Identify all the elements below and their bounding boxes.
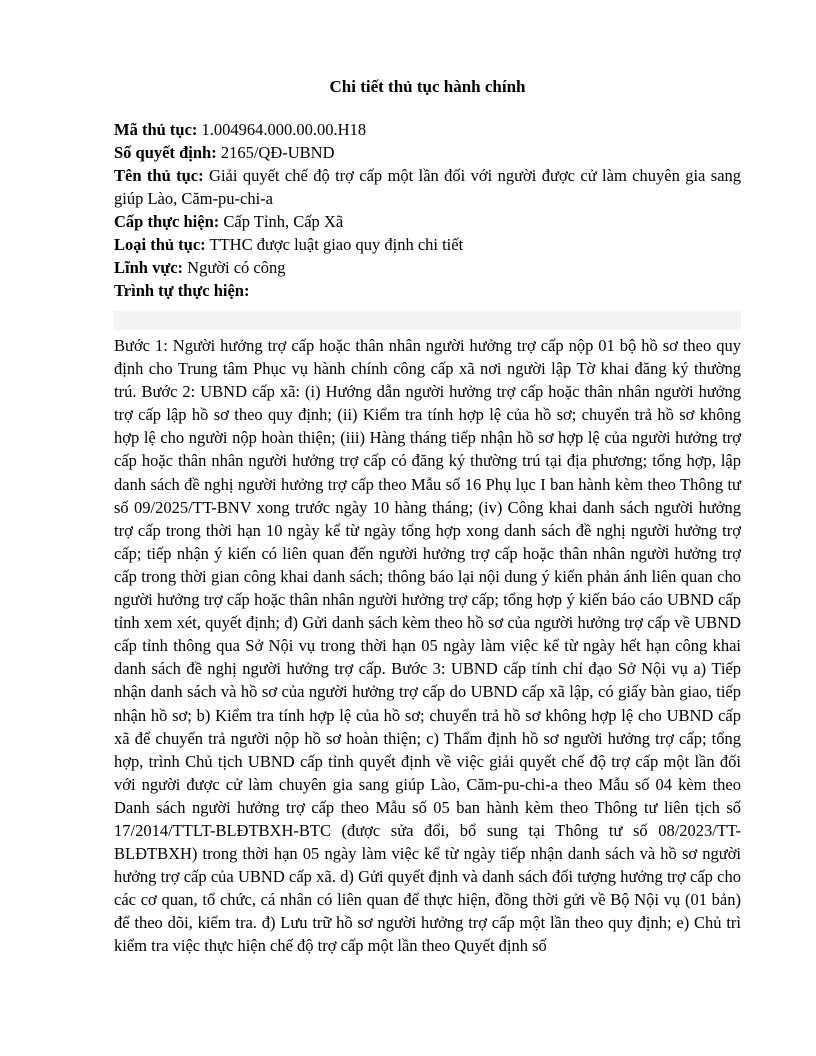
field-decision-number [114, 141, 741, 164]
field-procedure-name [114, 164, 741, 210]
field-value: Cấp Tỉnh, Cấp Xã [223, 212, 344, 231]
field-label: Loại thủ tục: [114, 235, 206, 254]
field-label: Trình tự thực hiện: [114, 281, 250, 300]
field-procedure-steps [114, 279, 741, 302]
field-value: 1.004964.000.00.00.H18 [201, 120, 367, 139]
field-value: 2165/QĐ-UBND [220, 143, 335, 162]
field-label: Lĩnh vực: [114, 258, 184, 277]
field-value: TTHC được luật giao quy định chi tiết [209, 235, 464, 254]
document-title: Chi tiết thủ tục hành chính [329, 77, 526, 96]
document-page [114, 74, 741, 958]
field-label: Tên thủ tục: [114, 166, 204, 185]
field-value: Người có công [187, 258, 286, 277]
shaded-divider [114, 311, 741, 330]
procedure-steps-text: Bước 1: Người hưởng trợ cấp hoặc thân nhân người hưởng trợ cấp nộp 01 bộ hồ sơ theo quy định cho Trung tâm Phục vụ hành chính công cấp xã nơi người lập Tờ khai đăng ký thường trú. Bước 2: UBND cấp xã: (i) Hướng dẫn người hưởng trợ cấp hoặc thân nhân người hưởng trợ cấp lập hồ sơ theo quy định; (ii) Kiểm tra tính hợp lệ của hồ sơ; chuyển trả hồ sơ không hợp lệ cho người nộp hoàn thiện; (iii) Hàng tháng tiếp nhận hồ sơ hợp lệ của người hưởng trợ cấp hoặc thân nhân người hưởng trợ cấp có đăng ký thường trú tại địa phương; tổng hợp, lập danh sách đề nghị người hưởng trợ cấp theo Mẫu số 16 Phụ lục I ban hành kèm theo Thông tư số 09/2025/TT-BNV xong trước ngày 10 hàng tháng; (iv) Công khai danh sách người hưởng trợ cấp trong thời hạn 10 ngày kể từ ngày tổng hợp xong danh sách đề nghị người hưởng trợ cấp; tiếp nhận ý kiến có liên quan đến người hưởng trợ cấp hoặc thân nhân người hưởng trợ cấp trong thời gian công khai danh sách; thông báo lại nội dung ý kiến phản ánh liên quan cho người hưởng trợ cấp hoặc thân nhân người hưởng trợ cấp; tổng hợp ý kiến báo cáo UBND cấp tỉnh xem xét, quyết định; đ) Gửi danh sách kèm theo hồ sơ của người hưởng trợ cấp về UBND cấp tỉnh thông qua Sở Nội vụ trong thời hạn 05 ngày làm việc kể từ ngày hết hạn công khai danh sách đề nghị người hưởng trợ cấp. Bước 3: UBND cấp tỉnh chỉ đạo Sở Nội vụ a) Tiếp nhận danh sách và hồ sơ của người hưởng trợ cấp do UBND cấp xã lập, có giấy bàn giao, tiếp nhận hồ sơ; b) Kiểm tra tính hợp lệ của hồ sơ; chuyển trả hồ sơ không hợp lệ cho UBND cấp xã để chuyển trả người nộp hồ sơ hoàn thiện; c) Thẩm định hồ sơ người hưởng trợ cấp; tổng hợp, trình Chủ tịch UBND cấp tỉnh quyết định về việc giải quyết chế độ trợ cấp một lần đối với người được cử làm chuyên gia sang giúp Lào, Căm-pu-chi-a theo Mẫu số 04 kèm theo Danh sách người hưởng trợ cấp theo Mẫu số 05 ban hành kèm theo Thông tư liên tịch số 17/2014/TTLT-BLĐTBXH-BTC (được sửa đổi, bổ sung tại Thông tư số 08/2023/TT-BLĐTBXH) trong thời hạn 05 ngày làm việc kể từ ngày tiếp nhận danh sách và hồ sơ người hưởng trợ cấp của UBND cấp xã. d) Gửi quyết định và danh sách đối tượng hưởng trợ cấp cho các cơ quan, tổ chức, cá nhân có liên quan để thực hiện, đồng thời gửi về Bộ Nội vụ (01 bản) để theo dõi, kiểm tra. đ) Lưu trữ hồ sơ người hưởng trợ cấp một lần theo quy định; e) Chủ trì kiểm tra việc thực hiện chế độ trợ cấp một lần theo Quyết định số [114, 336, 741, 956]
field-label: Mã thủ tục: [114, 120, 198, 139]
field-procedure-code [114, 118, 741, 141]
field-value: Giải quyết chế độ trợ cấp một lần đối với người được cử làm chuyên gia sang giúp Lào, Căm-pu-chi-a [114, 166, 742, 208]
field-label: Cấp thực hiện: [114, 212, 220, 231]
field-implementation-level [114, 210, 741, 233]
field-procedure-type [114, 233, 741, 256]
field-label: Số quyết định: [114, 143, 217, 162]
field-domain [114, 256, 741, 279]
